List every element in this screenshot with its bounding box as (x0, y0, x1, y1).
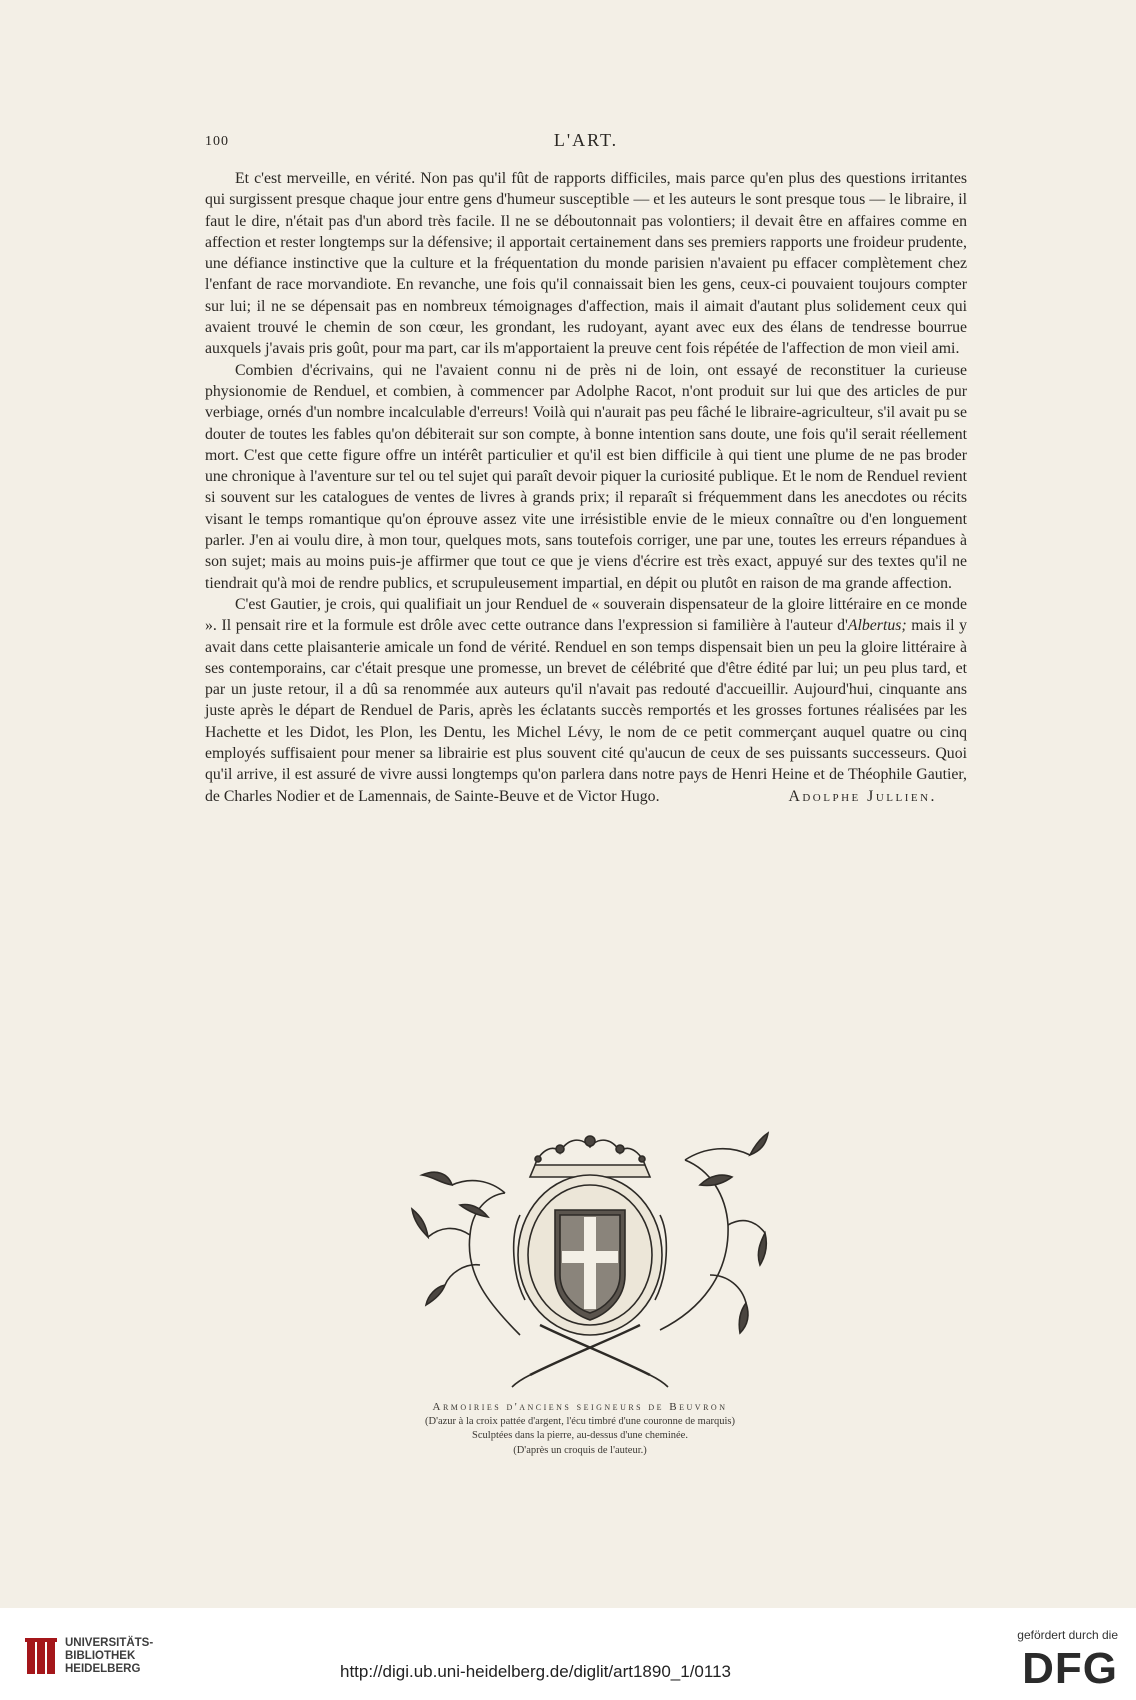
caption-line: Sculptées dans la pierre, au-dessus d'une cheminée. (472, 1430, 688, 1441)
library-name-line: HEIDELBERG (65, 1663, 141, 1675)
library-name-line: BIBLIOTHEK (65, 1650, 136, 1662)
caption-line: (D'azur à la croix pattée d'argent, l'écu timbré d'une couronne de marquis) (425, 1415, 735, 1427)
page-number: 100 (205, 134, 229, 149)
dfg-logo[interactable]: DFG (1022, 1644, 1118, 1693)
author-signature: Adolphe Jullien. (788, 787, 937, 805)
paragraph-1: Et c'est merveille, en vérité. Non pas qu'il fût de rapports difficiles, mais parce qu'en plus des questions irritantes qui surgissent presque chaque jour entre gens d'humeur susceptible — et les auteurs le sont presque tous — le libraire, il faut le dire, n'était pas d'un abord très facile. Il ne se déboutonnait pas volontiers; il devait être en affaires comme en affection et rester longtemps sur la défensive; il apportait certainement dans ses premiers rapports une froideur prudente, une défiance instinctive que la culture et la fréquentation du monde parisien n'avaient pu effacer complètement chez l'enfant de race morvandiote. En revanche, une fois qu'il connaissait bien les gens, ceux-ci pouvaient toujours compter sur lui; il ne se dépensait pas en nombreux témoignages d'affection, mais il aimait d'autant plus solidement ceux qui avaient trouvé le chemin de son cœur, les grondant, les rudoyant, ayant avec eux des élans de tendresse bourrue auxquels j'avais pris goût, pour ma part, car ils m'apportaient la preuve cent fois répétée de l'affection de mon vieil ami. (205, 170, 967, 358)
university-library-logo[interactable] (25, 1630, 154, 1690)
figure-caption (300, 1400, 860, 1458)
library-name (65, 1637, 153, 1676)
paragraph-3-end: mais il y avait dans cette plaisanterie amicale un fond de vérité. Renduel en son temps dispensait bien un peu la gloire littéraire à ses contemporains, car c'était presque une promesse, un brevet de célébrité que d'être édité par lui; un peu plus tard, et par un juste retour, il a dû sa renommée aux auteurs qu'il n'avait pas redouté d'accueillir. Aujourd'hui, cinquante ans juste après le départ de Renduel de Paris, après les éclatants succès remportés et les grosses fortunes réalisées par les Hachette et les Didot, les Plon, les Dentu, les Michel Lévy, le nom de ce petit commerçant auquel quatre ou cinq employés suffisaient pour mener sa librairie est plus souvent cité qu'aucun de ceux de ses puissants successeurs. Quoi qu'il arrive, il est assuré de vivre aussi longtemps qu'on parlera dans notre pays de Henri Heine et de Théophile Gautier, de Charles Nodier et de Lamennais, de Sainte-Beuve et de Victor Hugo. (205, 617, 967, 805)
paragraph-3 (205, 594, 967, 807)
sponsor-label: gefördert durch die (1017, 1628, 1118, 1642)
library-seal-icon (25, 1638, 59, 1678)
paragraph-3-start: C'est Gautier, je crois, qui qualifiait un jour Renduel de « souverain dispensateur de la gloire littéraire en ce monde ». Il pensait rire et la formule est drôle avec cette outrance dans l'expression si familière à l'auteur d' (205, 595, 967, 635)
caption-line: (D'après un croquis de l'auteur.) (513, 1444, 647, 1456)
footer-bar (0, 1608, 1136, 1700)
caption-title: Armoiries d'anciens seigneurs de Beuvron (432, 1401, 728, 1413)
italic-title: Albertus; (847, 617, 907, 635)
paragraph-2: Combien d'écrivains, qui ne l'avaient connu ni de près ni de loin, ont essayé de reconstituer la curieuse physionomie de Renduel, et combien, à commencer par Adolphe Racot, n'ont produit sur lui que des articles de pur verbiage, ornés d'un nombre incalculable d'erreurs! Voilà qui n'aurait pas peu fâché le libraire-agriculteur, s'il avait pu se douter de toutes les fables qu'on débiterait sur son compte, à bonne intention sans doute, une fois qu'il serait réellement mort. C'est que cette figure offre un intérêt particulier et qu'il est bien difficile à qui tient une plume de ne pas broder une chronique à l'aventure sur tel ou tel sujet qui paraît devoir piquer la curiosité publique. Et le nom de Renduel revient si souvent sur les catalogues de ventes de livres à grands prix; il reparaît si fréquemment dans les anecdotes ou récits visant le temps romantique qu'on éprouve assez vite une irrésistible envie de le mieux connaître ou d'en longuement parler. J'en ai voulu dire, à mon tour, quelques mots, sans toutefois corriger, une par une, toutes les erreurs répandues à son sujet; mais au moins puis-je affirmer que tout ce que je viens d'écrire est très exact, appuyé sur des textes qu'il ne tiendrait qu'à moi de rendre publics, et scrupuleusement impartial, en dépit ou plutôt en raison de ma grande affection. (205, 361, 967, 592)
running-head (205, 130, 967, 154)
journal-title: L'ART. (553, 130, 619, 150)
permalink-url[interactable]: http://digi.ub.uni-heidelberg.de/diglit/art1890_1/0113 (340, 1662, 731, 1681)
library-name-line: UNIVERSITÄTS- (65, 1637, 154, 1649)
coat-of-arms-illustration (410, 1125, 770, 1390)
article-body (205, 168, 967, 807)
